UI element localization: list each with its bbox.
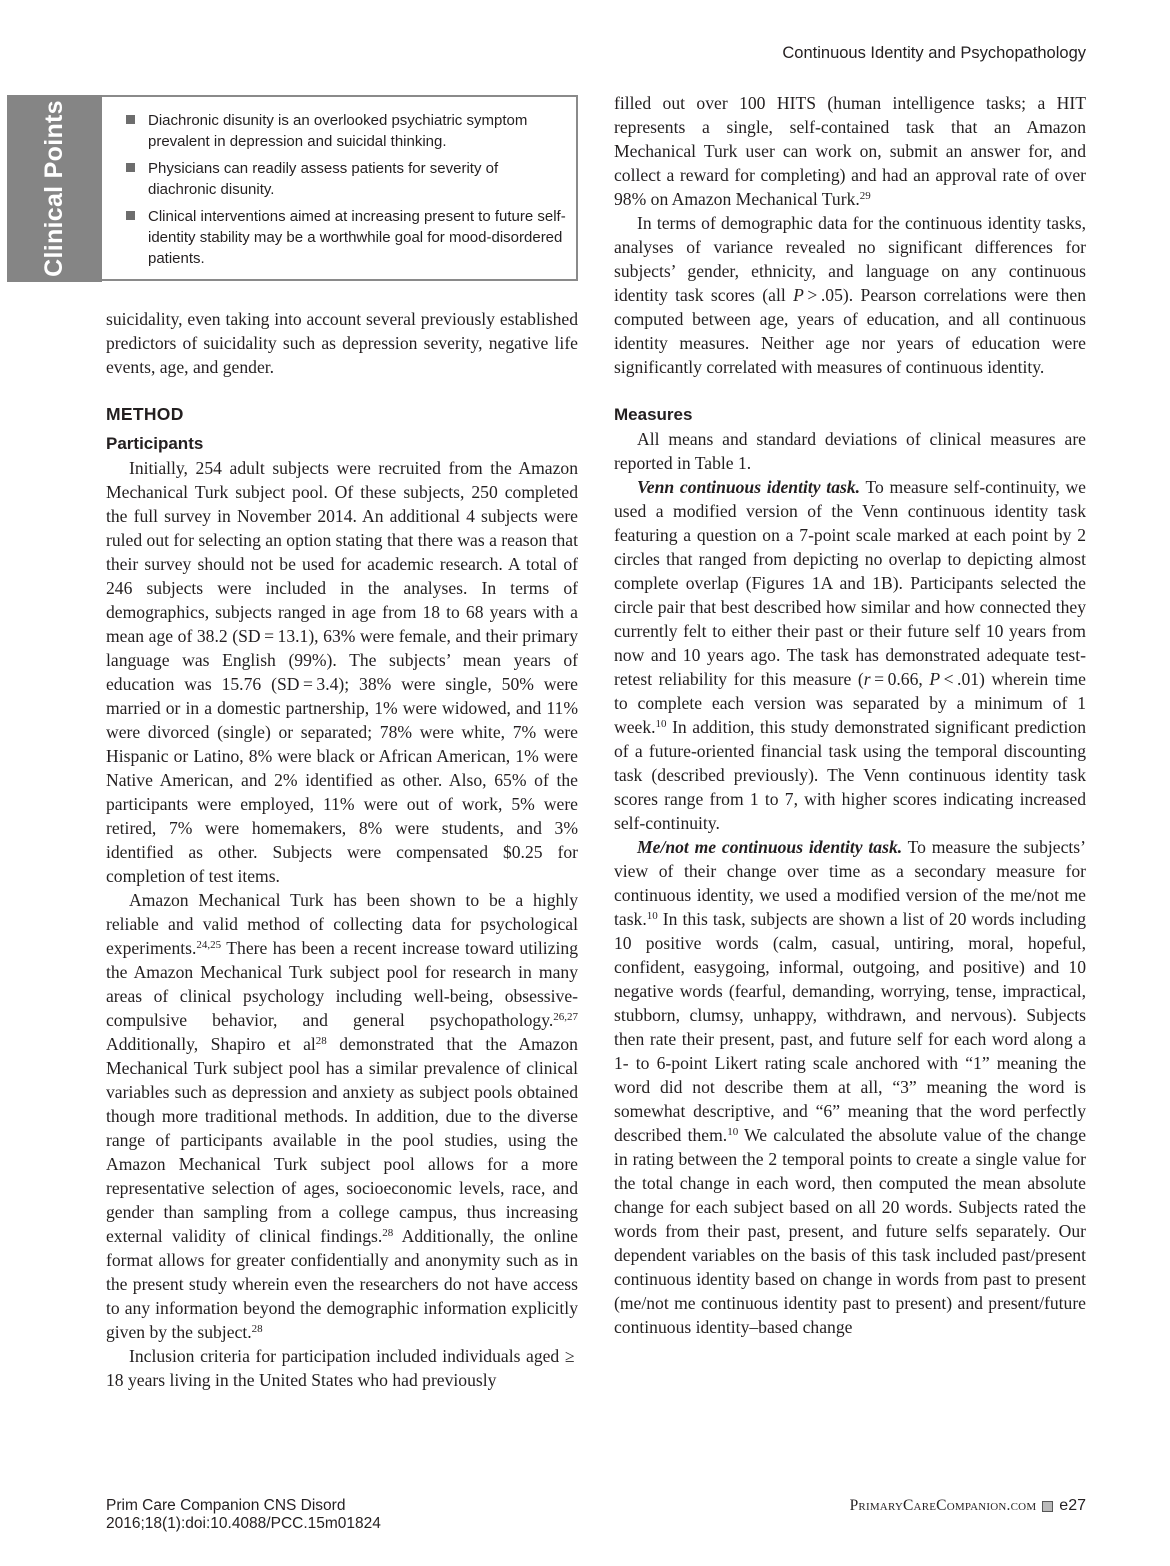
clinical-points-tab-label bbox=[7, 95, 102, 282]
clinical-point-text: Physicians can readily assess patients for severity of diachronic disunity. bbox=[148, 160, 499, 198]
text-run: Additionally, the online format allows for greater confidentially and anonymity such as in the present study wherein even the researchers do not have access to any information beyond the demographic information explicitly given by the subject. bbox=[106, 1226, 578, 1342]
footer-journal: Prim Care Companion CNS Disord bbox=[106, 1497, 346, 1514]
citation-ref: 28 bbox=[315, 1035, 327, 1047]
clinical-point-item bbox=[126, 158, 566, 200]
me-not-me-task-title: Me/not me continuous identity task. bbox=[637, 837, 903, 857]
clinical-point-item bbox=[126, 110, 566, 152]
page-number: e27 bbox=[1059, 1497, 1086, 1514]
citation-ref: 28 bbox=[382, 1227, 394, 1239]
participants-paragraph-3: Inclusion criteria for participation included individuals aged ≥ 18 years living in the United States who had previously bbox=[106, 1346, 578, 1390]
citation-ref: 10 bbox=[646, 910, 658, 922]
text-run: To measure the subjects’ view of their change over time as a secondary measure for continuous identity, we used a modified version of the me/not me task. bbox=[614, 837, 1086, 929]
citation-ref: 10 bbox=[655, 718, 667, 730]
text-run: Additionally, Shapiro et al bbox=[106, 1034, 316, 1054]
stat-symbol: r bbox=[863, 669, 871, 689]
text-run: In this task, subjects are shown a list of 20 words including 10 positive words (calm, casual, untiring, moral, hopeful, confident, easygoing, informal, outgoing, and positive) and 10 negative words (fearful, demanding, worrying, tense, impractical, stubborn, clumsy, unhappy, withdrawn, and nervous). Subjects then rate their present, past, and future self for each word along a 1- to 6-point Likert rating scale anchored with “1” meaning the word did not describe them at all, “3” meaning the word is somewhat descriptive, and “6” meaning that the word perfectly described them. bbox=[614, 909, 1086, 1145]
clinical-points-title: Clinical Points bbox=[40, 100, 69, 277]
citation-ref: 29 bbox=[859, 190, 871, 202]
citation-ref: 26,27 bbox=[553, 1011, 578, 1023]
measures-heading: Measures bbox=[614, 405, 693, 424]
square-bullet-icon bbox=[126, 211, 135, 220]
clinical-point-text: Diachronic disunity is an overlooked psychiatric symptom prevalent in depression and suicidal thinking. bbox=[148, 112, 528, 150]
text-run: Amazon Mechanical Turk has been shown to be a highly reliable and valid method of collecting data for psychological experiments. bbox=[106, 890, 578, 958]
text-run: demonstrated that the Amazon Mechanical Turk subject pool has a similar prevalence of clinical variables such as depression and anxiety as subject pools obtained though more traditional methods. In addition, due to the diverse range of participants available in the pool studies, using the Amazon Mechanical Turk subject pool allows for a more representative selection of ages, socioeconomic levels, race, and gender than sampling from a college campus, thus increasing external validity of clinical findings. bbox=[106, 1034, 578, 1246]
text-run: In terms of demographic data for the continuous identity tasks, analyses of variance revealed no significant differences for subjects’ gender, ethnicity, and language on any continuous identity task scores (all bbox=[614, 213, 1086, 305]
text-run: There has been a recent increase toward utilizing the Amazon Mechanical Turk subject pool for research in many areas of clinical psychology including well-being, obsessive-compulsive behavior, and general psychopathology. bbox=[106, 938, 578, 1030]
stat-symbol: P bbox=[793, 285, 804, 305]
stat-symbol: P bbox=[929, 669, 941, 689]
footer-doi: 2016;18(1):doi:10.4088/PCC.15m01824 bbox=[106, 1515, 381, 1532]
venn-task-title: Venn continuous identity task. bbox=[637, 477, 861, 497]
participants-heading: Participants bbox=[106, 434, 204, 453]
right-column bbox=[614, 91, 1086, 1339]
text-run: In addition, this study demonstrated significant prediction of a future-oriented financial task using the temporal discounting task (described previously). The Venn continuous identity task scores range from 1 to 7, with higher scores indicating increased self-continuity. bbox=[614, 717, 1086, 833]
citation-ref: 10 bbox=[727, 1126, 739, 1138]
measures-paragraph: All means and standard deviations of clinical measures are reported in Table 1. bbox=[614, 429, 1086, 473]
text-run: < .01) wherein time to complete each version was separated by a minimum of 1 week. bbox=[614, 669, 1086, 737]
clinical-points-list bbox=[126, 110, 566, 275]
footer-website: PrimaryCareCompanion.com bbox=[849, 1497, 1037, 1514]
left-column bbox=[106, 307, 578, 1392]
running-head: Continuous Identity and Psychopathology bbox=[782, 44, 1086, 62]
square-separator-icon bbox=[1042, 1501, 1053, 1512]
demographics-paragraph bbox=[614, 211, 1086, 379]
me-not-me-task-paragraph bbox=[614, 835, 1086, 1339]
text-run: = 0.66, bbox=[870, 669, 930, 689]
continuation-paragraph bbox=[614, 91, 1086, 211]
square-bullet-icon bbox=[126, 115, 135, 124]
text-run: We calculated the absolute value of the change in rating between the 2 temporal points to create a single value for the total change in each word, then computed the mean absolute change for each subject based on all 20 words. Subjects rated the words from their past, present, and future selfs separately. Our dependent variables on the basis of this task included past/present continuous identity based on change in words from past to present (me/not me continuous identity past to present) and present/future continuous identity–based change bbox=[614, 1125, 1087, 1337]
footer-citation bbox=[106, 1497, 381, 1533]
method-heading: METHOD bbox=[106, 404, 184, 424]
text-run: > .05). Pearson correlations were then computed between age, years of education, and all continuous identity measures. Neither age nor years of education were significantly correlated with measures of continuous identity. bbox=[614, 285, 1086, 377]
clinical-point-item bbox=[126, 206, 566, 269]
intro-continuation-paragraph: suicidality, even taking into account several previously established predictors of suicidality such as depression severity, negative life events, age, and gender. bbox=[106, 309, 578, 377]
citation-ref: 28 bbox=[251, 1323, 263, 1335]
participants-paragraph-1: Initially, 254 adult subjects were recruited from the Amazon Mechanical Turk subject pool. Of these subjects, 250 completed the full survey in November 2014. An additional 4 subjects were ruled out for selecting an option stating that there was a reason that their survey should not be used for academic research. A total of 246 subjects were included in the analyses. In terms of demographics, subjects ranged in age from 18 to 68 years with a mean age of 38.2 (SD = 13.1), 63% were female, and their primary language was English (99%). The subjects’ mean years of education was 15.76 (SD = 3.4); 38% were single, 50% were married or in a domestic partnership, 1% were widowed, and 11% were divorced (single) or separated; 78% were white, 7% were Hispanic or Latino, 8% were black or African American, 1% were Native American, and 2% identified as other. Also, 65% of the participants were employed, 11% were out of work, 5% were retired, 7% were homemakers, 8% were students, and 3% identified as other. Subjects were compensated $0.25 for completion of test items. bbox=[106, 458, 578, 886]
text-run: filled out over 100 HITS (human intelligence tasks; a HIT represents a single, self-contained task that an Amazon Mechanical Turk user can work on, submit an answer for, and collect a reward for completing) and had an approval rate of over 98% on Amazon Mechanical Turk. bbox=[614, 93, 1086, 209]
venn-task-paragraph bbox=[614, 475, 1086, 835]
text-run: To measure self-continuity, we used a modified version of the Venn continuous identity task featuring a question on a 7-point scale marked at each point by 2 circles that ranged from depicting no overlap to depicting almost complete overlap (Figures 1A and 1B). Participants selected the circle pair that best described how similar and how connected they currently felt to either their past or their future self 10 years from now and 10 years ago. The task has demonstrated adequate test-retest reliability for this measure ( bbox=[614, 477, 1086, 689]
footer-page-info bbox=[850, 1497, 1086, 1515]
citation-ref: 24,25 bbox=[196, 939, 222, 951]
clinical-point-text: Clinical interventions aimed at increasing present to future self-identity stability may be a worthwhile goal for mood-disordered patients. bbox=[148, 208, 566, 267]
participants-paragraph-2 bbox=[106, 888, 578, 1344]
square-bullet-icon bbox=[126, 163, 135, 172]
